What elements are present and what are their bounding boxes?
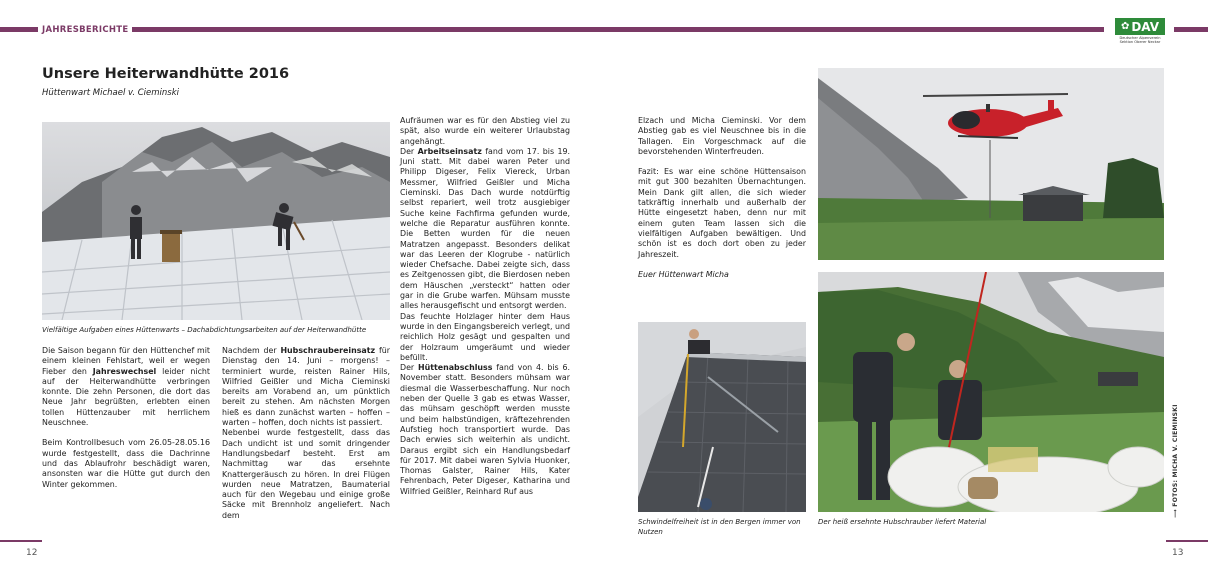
paragraph: Fazit: Es war eine schöne Hüttensaison mit gut 300 bezahlten Übernachtungen. Mein Dank gilt allen, die sich wieder tatkräftig innerhalb und außerhalb der Hütte eingesetzt haben, denn nur mit einem guten Team lassen sich die vielfältigen Aufgaben bewältigen. Und schön ist es doch dort oben zu jeder Jahreszeit. xyxy=(638,167,806,259)
edelweiss-icon: ✿ xyxy=(1120,21,1130,32)
article-author: Hüttenwart Michael v. Cieminski xyxy=(42,88,180,98)
footer-line-left xyxy=(0,540,42,542)
photo-helicopter xyxy=(818,68,1164,260)
caption-roof-work: Vielfältige Aufgaben eines Hüttenwarts – Dachabdichtungsarbeiten auf der Heiterwandhütte xyxy=(42,326,367,334)
caption-climber: Schwindelfreiheit ist in den Bergen immer von Nutzen xyxy=(638,518,801,536)
text-column-3 xyxy=(400,116,570,497)
photo-roof-work xyxy=(42,122,390,320)
paragraph: Aufräumen war es für den Abstieg viel zu spät, also wurde ein weiterer Urlaubstag angehängt. xyxy=(400,116,570,146)
signoff: Euer Hüttenwart Micha xyxy=(638,269,729,279)
text-column-4 xyxy=(638,116,806,290)
paragraph: Nachdem der Hubschraubereinsatz für Dienstag den 14. Juni – morgens! – terminiert wurde, reisten Rainer Hils, Wilfried Geißler und Micha Cieminski bereits am Vorabend an, um pünktlich bereit zu stehen. Am nächsten Morgen hieß es dann zunächst warten – hoffen – warten – hoffen, doch nichts ist passiert. xyxy=(222,346,390,428)
header-bar-right xyxy=(1174,27,1208,32)
logo-sub-1: Deutscher Alpenverein xyxy=(1119,36,1161,40)
photo-climber xyxy=(638,322,806,512)
logo-sub-2: Sektion Oberer Neckar xyxy=(1119,40,1161,44)
paragraph: Das feuchte Holzlager hinter dem Haus wurde in den Eingangsbereich verlegt, und reichlich Holz gesägt und gespalten und der Holzraum umgeräumt und wieder befüllt. xyxy=(400,311,570,362)
paragraph: Der Arbeitseinsatz fand vom 17. bis 19. Juni statt. Mit dabei waren Peter und Philipp Digeser, Felix Viereck, Urban Messmer, Wilfried Geißler und Micha Cieminski. Das Dach wurde notdürftig selbst repariert, weil trotz ausgiebiger Suche keine Fachfirma gefunden wurde, welche die Reparatur ausführen konnte. Die Betten wurden für die neuen Matratzen angepasst. Besonders delikat war das Leeren der Klogrube - natürlich wieder Chefsache. Dabei zeigte sich, dass es Zeitgenossen gibt, die Bierdosen neben dem Häuschen „versteckt“ hatten oder gar in die Grube warfen. Mühsam musste alles herausgefischt und entsorgt werden. xyxy=(400,146,570,311)
page-number-left: 12 xyxy=(26,548,38,558)
header-bar-left xyxy=(0,27,38,32)
paragraph: Der Hüttenabschluss fand von 4. bis 6. November statt. Besonders mühsam war diesmal die Wasserbeschaffung. Nur noch neben der Quelle 3 gab es etwas Wasser, das mühsam geschöpft werden musste und beim halbstündigen, kräftezehrenden Aufstieg hoch transportiert wurde. Das Dach erwies sich weiterhin als undicht. Daraus ergibt sich ein Handlungsbedarf für 2017. Mit dabei waren Sylvia Huonker, Thomas Galster, Rainer Hils, Kater Fehrenbach, Peter Digeser, Katharina und Wilfried Geißler, Reinhard Ruf aus xyxy=(400,363,571,496)
photo-material-delivery xyxy=(818,272,1164,512)
text-column-1 xyxy=(42,346,210,500)
photo-credit: ⟶ FOTOS: MICHA V. CIEMINSKI xyxy=(1172,404,1179,518)
text-column-2 xyxy=(222,346,390,521)
paragraph: Beim Kontrollbesuch vom 26.05-28.05.16 wurde festgestellt, dass die Dachrinne und das Ablaufrohr beschädigt waren, ansonsten war die Hütte gut durch den Winter gekommen. xyxy=(42,438,210,489)
caption-material-delivery: Der heiß ersehnte Hubschrauber liefert Material xyxy=(818,518,987,526)
paragraph: Nebenbei wurde festgestellt, dass das Dach undicht ist und somit dringender Handlungsbedarf besteht. Erst am Nachmittag war das ersehnte Knattergeräusch zu hören. In drei Flügen wurden neue Matratzen, Baumaterial auch für den Wegebau und einige große Säcke mit Brennholz angeliefert. Nach dem xyxy=(222,428,390,520)
article-title: Unsere Heiterwandhütte 2016 xyxy=(42,66,290,82)
page-number-right: 13 xyxy=(1172,548,1184,558)
paragraph: Die Saison begann für den Hüttenchef mit einem kleinen Fehlstart, weil er wegen Fieber den Jahreswechsel leider nicht auf der Heiterwandhütte verbringen konnte. Die zehn Personen, die dort das Neue Jahr begrüßten, erlebten einen tollen Hüttenzauber mit herrlichem Neuschnee. xyxy=(42,346,210,428)
logo-text: DAV xyxy=(1131,19,1160,34)
dav-logo xyxy=(1115,18,1165,46)
header-bar xyxy=(112,27,1104,32)
footer-line-right xyxy=(1166,540,1208,542)
section-label: JAHRESBERICHTE xyxy=(38,24,132,36)
paragraph: Elzach und Micha Cieminski. Vor dem Abstieg gab es viel Neuschnee bis in die Tallagen. Ein Vorgeschmack auf die bevorstehenden Winterfreuden. xyxy=(638,116,806,156)
